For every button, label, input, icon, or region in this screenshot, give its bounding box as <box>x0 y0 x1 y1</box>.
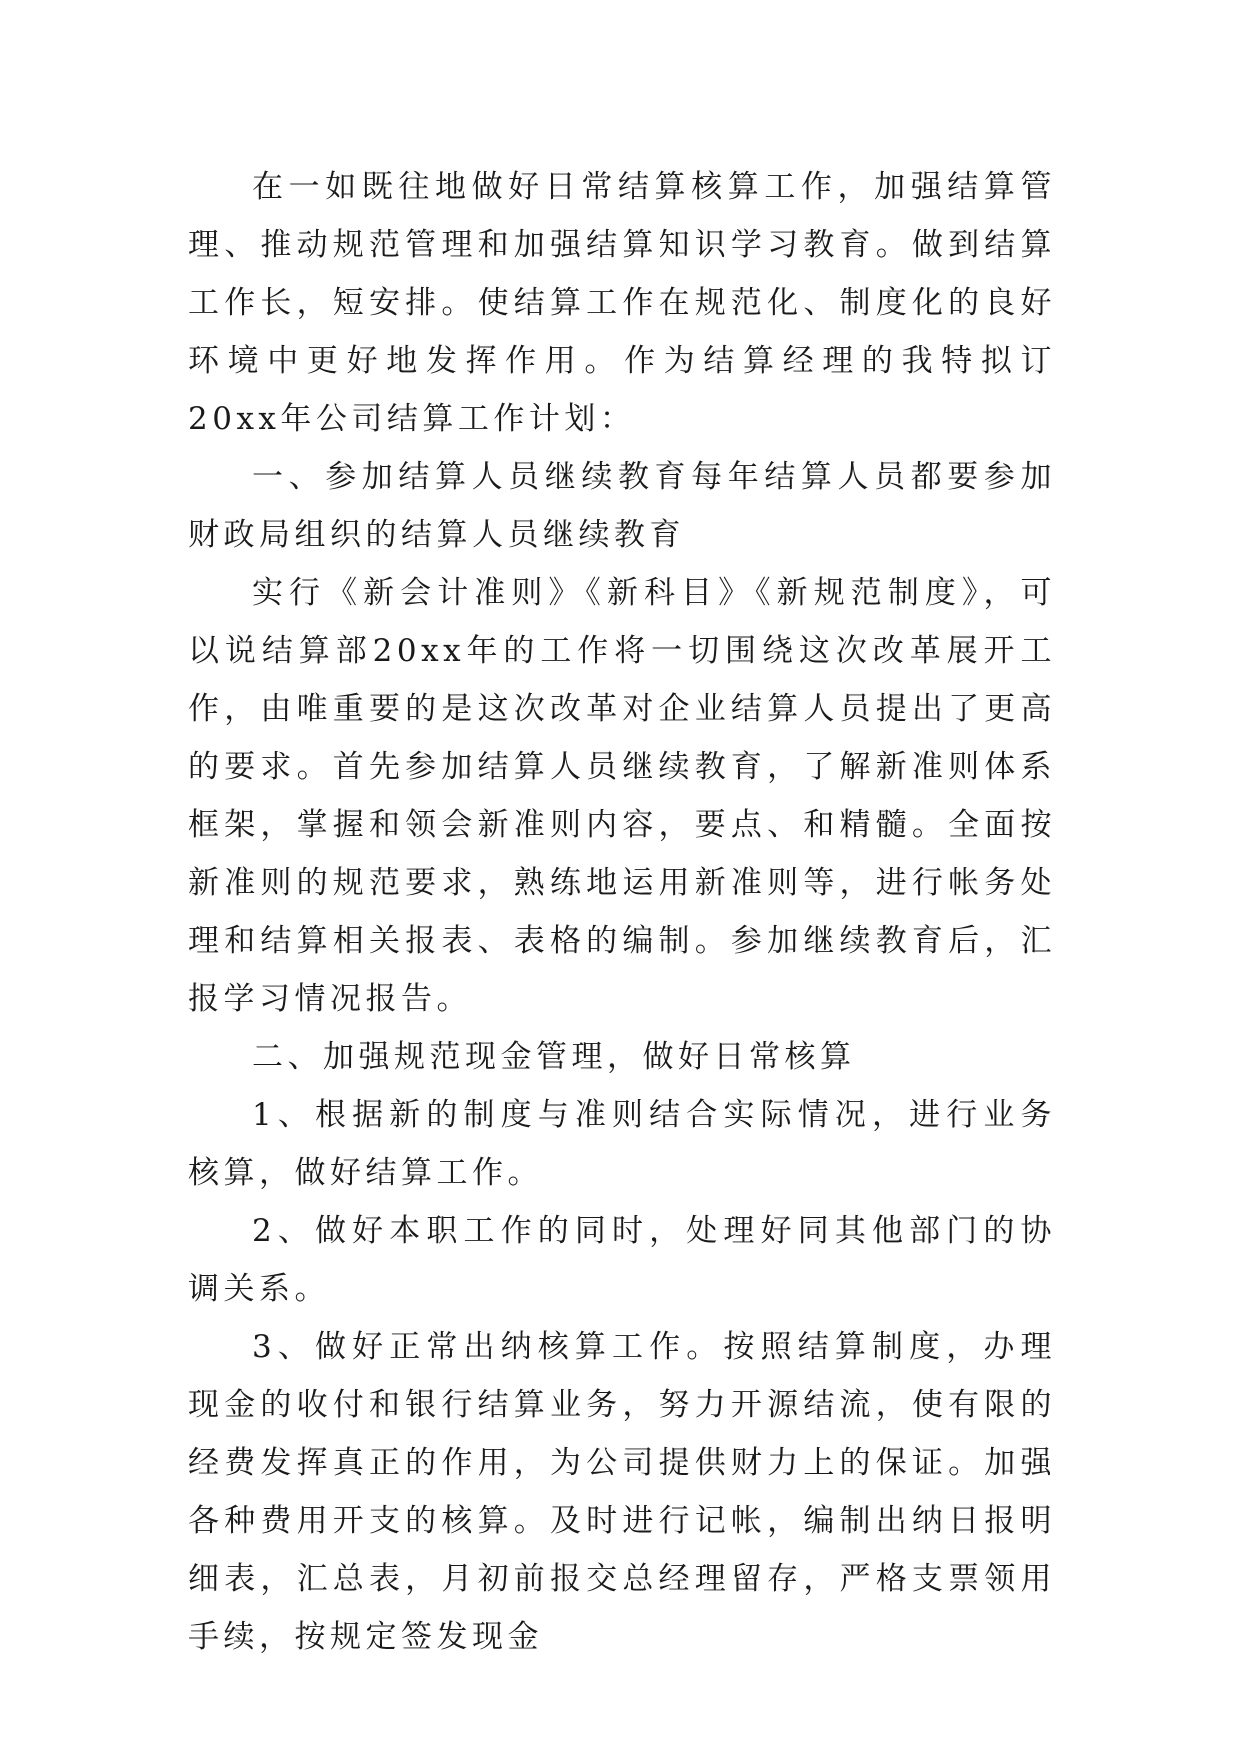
section-heading-2: 二、加强规范现金管理，做好日常核算 <box>252 1039 856 1075</box>
list-item-1: 1、根据新的制度与准则结合实际情况，进行业务核算，做好结算工作。 <box>188 1097 1056 1191</box>
list-item-2: 2、做好本职工作的同时，处理好同其他部门的协调关系。 <box>188 1213 1056 1307</box>
paragraph-continuing-education: 实行《新会计准则》《新科目》《新规范制度》，可以说结算部20xx年的工作将一切围绕这次改革展开工作，由唯重要的是这次改革对企业结算人员提出了更高的要求。首先参加结算人员继续教育，了解新准则体系框架，掌握和领会新准则内容，要点、和精髓。全面按新准则的规范要求，熟练地运用新准则等，进行帐务处理和结算相关报表、表格的编制。参加继续教育后，汇报学习情况报告。 <box>188 575 1056 1017</box>
list-item-3: 3、做好正常出纳核算工作。按照结算制度，办理现金的收付和银行结算业务，努力开源结流，使有限的经费发挥真正的作用，为公司提供财力上的保证。加强各种费用开支的核算。及时进行记帐，编制出纳日报明细表，汇总表，月初前报交总经理留存，严格支票领用手续，按规定签发现金 <box>188 1329 1056 1655</box>
document-body <box>188 158 1056 1666</box>
paragraph-intro: 在一如既往地做好日常结算核算工作，加强结算管理、推动规范管理和加强结算知识学习教育。做到结算工作长，短安排。使结算工作在规范化、制度化的良好环境中更好地发挥作用。作为结算经理的我特拟订20xx年公司结算工作计划： <box>188 169 1056 437</box>
section-heading-1: 一、参加结算人员继续教育每年结算人员都要参加财政局组织的结算人员继续教育 <box>188 459 1056 553</box>
